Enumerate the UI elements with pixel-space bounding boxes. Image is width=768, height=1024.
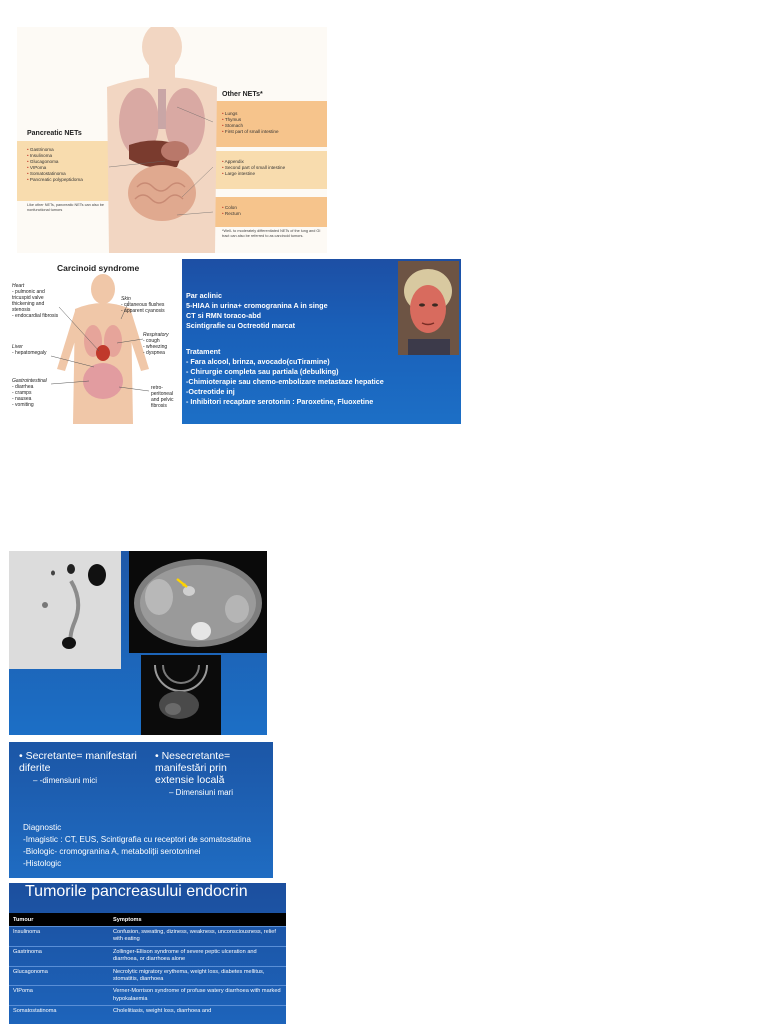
label-line: stenosis <box>12 307 31 313</box>
list-item: • Insulinoma <box>27 153 83 159</box>
table-row <box>9 986 286 1006</box>
table-row <box>9 946 286 966</box>
text-line: Scintigrafie cu Octreotid marcat <box>186 321 296 330</box>
endoscopic-ultrasound-illustration <box>141 655 221 735</box>
eus-image <box>141 655 221 735</box>
pancreatic-nets-title: Pancreatic NETs <box>27 130 82 137</box>
symptoms-cell: Verner-Morrison syndrome of profuse watery diarrhoea with marked hypokalaemia <box>109 986 286 1006</box>
label-line: - vomiting <box>12 402 34 408</box>
carcinoid-syndrome-figure <box>9 259 182 424</box>
list-item: • Gastrinoma <box>27 147 83 153</box>
nesecretante-sub: – Dimensiuni mari <box>169 788 234 797</box>
carcinoid-title: Carcinoid syndrome <box>57 263 140 273</box>
list-item: • Somatostatinoma <box>27 171 83 177</box>
liver-heading: Liver <box>12 344 23 350</box>
list-item: • Pancreatic polypeptidoma <box>27 177 83 183</box>
other-nets-title: Other NETs* <box>222 91 263 98</box>
scintigraphy-image <box>9 551 121 669</box>
diagnostic-line: Diagnostic <box>23 823 62 832</box>
text-line: - Inhibitori recaptare serotonin : Paroxetine, Fluoxetine <box>186 397 374 406</box>
secretante-bullet: • Secretante= manifestari diferite <box>19 750 137 774</box>
list-item: • First part of small intestine <box>222 129 279 135</box>
table-row <box>9 966 286 986</box>
label-line: and pelvic <box>151 397 174 403</box>
text-line: CT si RMN toraco-abd <box>186 311 262 320</box>
skin-label-group <box>121 296 165 314</box>
label-line: - dyspnea <box>143 350 165 356</box>
text-line: -Octreotide inj <box>186 387 235 396</box>
column-header: Symptoms <box>109 913 286 927</box>
ct-scan-illustration <box>129 551 267 653</box>
list-item: • Lungs <box>222 111 279 117</box>
footnote: *Well- to moderately differentiated NETs of the lung and GI tract can also be referred to as carcinoid tumors. <box>222 229 321 238</box>
tumour-table <box>9 913 286 1018</box>
text-line: Tratament <box>186 347 221 356</box>
label-line: tricuspid valve <box>12 295 44 301</box>
diagnostic-line: -Biologic- cromogranina A, metaboliții serotoninei <box>23 847 201 856</box>
text-line: -Chimioterapie sau chemo-embolizare metastaze hepatice <box>186 377 384 386</box>
pancreatic-note: Like other NETs, pancreatic NETs can also be nonfunctional tumors <box>27 203 105 212</box>
text-line: - Fara alcool, brinza, avocado(cuTiramine) <box>186 357 330 366</box>
label-line: peritoneal <box>151 391 173 397</box>
label-line: - cough <box>143 338 160 344</box>
label-line: retro- <box>151 385 163 391</box>
slide-title: Tumorile pancreasului endocrin <box>25 883 248 900</box>
sub-text: -dimensiuni mici <box>39 776 98 785</box>
imaging-slide <box>9 551 267 735</box>
gi-heading: Gastrointestinal <box>12 378 47 384</box>
label-line: - cramps <box>12 390 32 396</box>
respiratory-heading: Respiratory <box>143 332 169 338</box>
table-row <box>9 927 286 947</box>
label-line: - pulmonic and <box>12 289 45 295</box>
sub-text: Dimensiuni mari <box>175 788 234 797</box>
tumour-cell: Glucagonoma <box>9 966 109 986</box>
label-line: - wheezing <box>143 344 168 350</box>
symptoms-cell: Cholelitiasis, weight loss, diarrhoea and <box>109 1006 286 1018</box>
table-header-row <box>9 913 286 927</box>
list-item: • Colon <box>222 205 241 211</box>
tumour-cell: Gastrinoma <box>9 946 109 966</box>
gi-label-group <box>12 378 47 408</box>
ct-scan-image <box>129 551 267 653</box>
label-line: thickening and <box>12 301 45 307</box>
tumour-cell: VIPoma <box>9 986 109 1006</box>
list-item: • Glucagonoma <box>27 159 83 165</box>
label-line: - diarrhea <box>12 384 34 390</box>
nets-group-1 <box>222 111 279 135</box>
label-line: - endocardial fibrosis <box>12 313 59 319</box>
nets-group-2 <box>222 159 285 177</box>
label-line: - nausea <box>12 396 32 402</box>
symptoms-cell: Necrolytic migratory erythema, weight loss, diabetes mellitus, stomatitis, diarrhoea <box>109 966 286 986</box>
nets-figure <box>17 27 327 253</box>
label-line: - hepatomegaly <box>12 350 47 356</box>
diagnostic-line: -Imagistic : CT, EUS, Scintigrafia cu receptori de somatostatina <box>23 835 251 844</box>
symptoms-cell: Confusion, sweating, diziness, weakness, unconsciousness, relief with eating <box>109 927 286 947</box>
label-line: - apparent cyanosis <box>121 308 165 314</box>
nets-group-3 <box>222 205 241 217</box>
text-line: - Chirurgie completa sau partiala (debulking) <box>186 367 339 376</box>
bullet-text: Nesecretante= manifestări prin extensie locală <box>155 750 231 786</box>
list-item: • VIPoma <box>27 165 83 171</box>
body-anatomy-illustration <box>17 27 327 253</box>
symptoms-cell: Zollinger-Ellison syndrome of severe peptic ulceration and diarrhoea, or diarrhoea alone <box>109 946 286 966</box>
list-item: • Appendix <box>222 159 285 165</box>
tumour-cell: Somatostatinoma <box>9 1006 109 1018</box>
pancreatic-nets-list <box>27 147 83 183</box>
patient-face-illustration <box>398 261 459 355</box>
list-item: • Stomach <box>222 123 279 129</box>
label-line: - cutaneous flushes <box>121 302 165 308</box>
column-header: Tumour <box>9 913 109 927</box>
heart-label-group <box>12 283 58 319</box>
nesecretante-bullet: • Nesecretante= manifestări prin extensie locală <box>155 750 231 786</box>
liver-label-group <box>12 344 46 356</box>
text-line: 5-HIAA in urina+ cromogranina A in singe <box>186 301 328 310</box>
text-line: Par aclinic <box>186 291 222 300</box>
list-item: • Thymus <box>222 117 279 123</box>
list-item: • Rectum <box>222 211 241 217</box>
skin-heading: Skin <box>121 296 131 302</box>
tumour-cell: Insulinoma <box>9 927 109 947</box>
respiratory-label-group <box>143 332 169 356</box>
carcinoid-treatment-slide <box>182 259 461 424</box>
patient-photo <box>398 261 459 355</box>
endocrine-pancreas-slide <box>9 883 286 1024</box>
scintigraphy-scan-illustration <box>9 551 121 669</box>
heart-heading: Heart <box>12 283 25 289</box>
retroperitoneal-label-group <box>151 385 174 409</box>
table-row <box>9 1006 286 1018</box>
diagnostic-line: -Histologic <box>23 859 62 868</box>
list-item: • Large intestine <box>222 171 285 177</box>
bullet-text: Secretante= manifestari diferite <box>19 750 137 774</box>
list-item: • Second part of small intestine <box>222 165 285 171</box>
secretante-sub: – -dimensiuni mici <box>33 776 98 785</box>
label-line: fibrosis <box>151 403 167 409</box>
secretante-slide <box>9 742 273 878</box>
